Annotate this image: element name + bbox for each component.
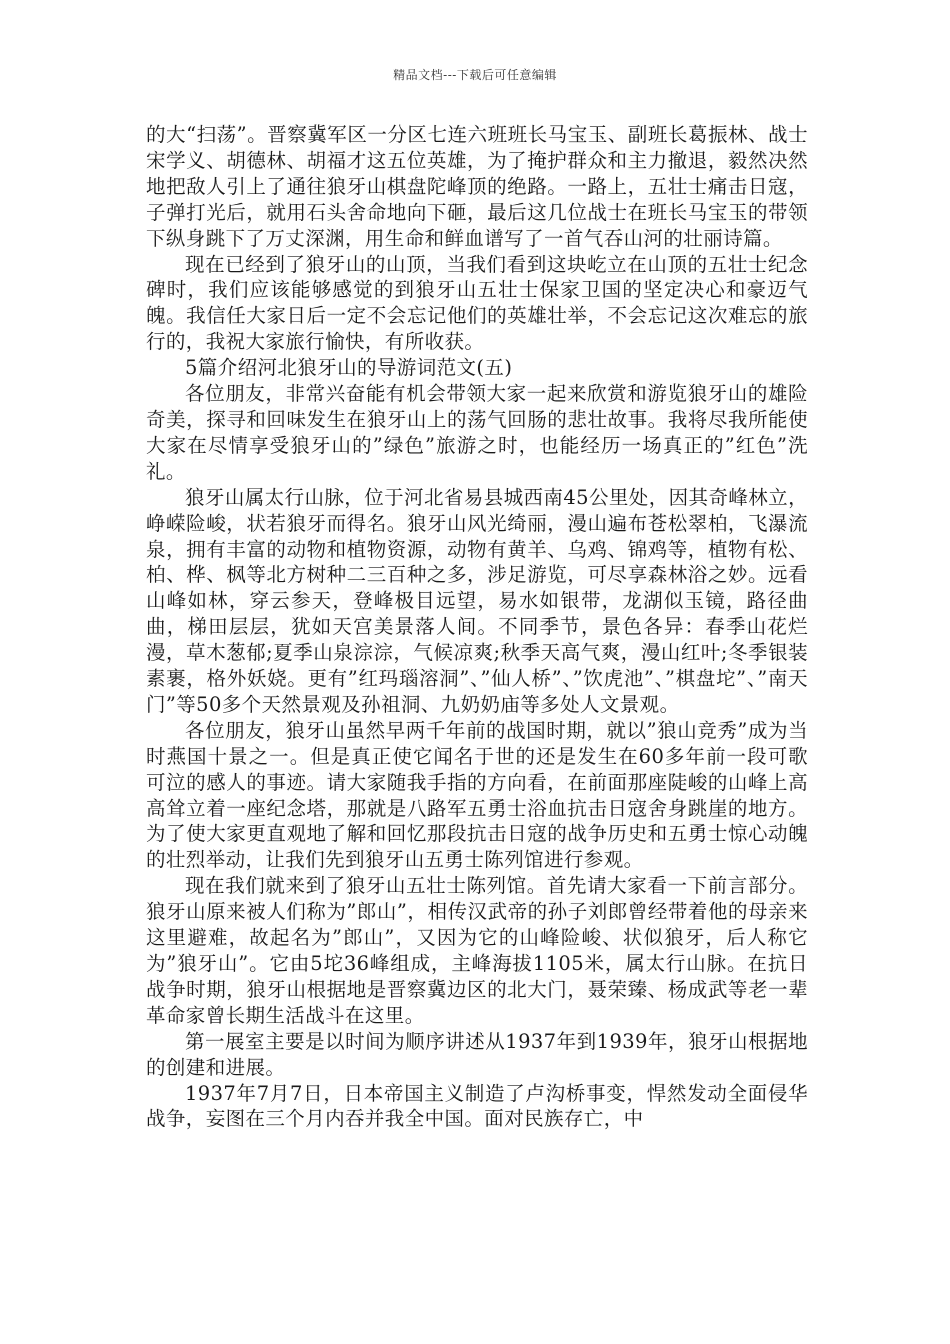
document-body: [146, 122, 808, 1132]
paragraph: 第一展室主要是以时间为顺序讲述从1937年到1939年，狼牙山根据地的创建和进展。: [146, 1029, 808, 1079]
paragraph: 各位朋友，非常兴奋能有机会带领大家一起来欣赏和游览狼牙山的雄险奇美，探寻和回味发生在狼牙山上的荡气回肠的悲壮故事。我将尽我所能使大家在尽情享受狼牙山的”绿色”旅游之时，也能经历一场真正的”红色”洗礼。: [146, 382, 808, 483]
page-header: 精品文档---下载后可任意编辑: [393, 68, 557, 82]
paragraph: 1937年7月7日，日本帝国主义制造了卢沟桥事变，悍然发动全面侵华战争，妄图在三个月内吞并我全中国。面对民族存亡，中: [146, 1081, 808, 1131]
paragraph: 狼牙山属太行山脉，位于河北省易县城西南45公里处，因其奇峰林立，峥嵘险峻，状若狼牙而得名。狼牙山风光绮丽，漫山遍布苍松翠柏，飞瀑流泉，拥有丰富的动物和植物资源，动物有黄羊、乌鸡、锦鸡等，植物有松、柏、桦、枫等北方树种二三百种之多，涉足游览，可尽享森林浴之妙。远看山峰如林，穿云参天，登峰极目远望，易水如银带，龙湖似玉镜，路径曲曲，梯田层层，犹如天宫美景落人间。不同季节，景色各异：春季山花烂漫，草木葱郁;夏季山泉淙淙，气候凉爽;秋季天高气爽，漫山红叶;冬季银装素裹，格外妖娆。更有”红玛瑙溶洞”、”仙人桥”、”饮虎池”、”棋盘坨”、”南天门”等50多个天然景观及孙祖洞、九奶奶庙等多处人文景观。: [146, 485, 808, 716]
paragraph: 的大“扫荡”。晋察冀军区一分区七连六班班长马宝玉、副班长葛振林、战士宋学义、胡德林、胡福才这五位英雄，为了掩护群众和主力撤退，毅然决然地把敌人引上了通往狼牙山棋盘陀峰顶的绝路。一路上，五壮士痛击日寇，子弹打光后，就用石头舍命地向下砸，最后这几位战士在班长马宝玉的带领下纵身跳下了万丈深渊，用生命和鲜血谱写了一首气吞山河的壮丽诗篇。: [146, 123, 808, 250]
paragraph: 现在已经到了狼牙山的山顶，当我们看到这块屹立在山顶的五壮士纪念碑时，我们应该能够感觉的到狼牙山五壮士保家卫国的坚定决心和豪迈气魄。我信任大家日后一定不会忘记他们的英雄壮举，不会忘记这次难忘的旅行的，我祝大家旅行愉快，有所收获。: [146, 252, 808, 354]
paragraph: 现在我们就来到了狼牙山五壮士陈列馆。首先请大家看一下前言部分。狼牙山原来被人们称为”郎山”，相传汉武帝的孙子刘郎曾经带着他的母亲来这里避难，故起名为”郎山”，又因为它的山峰险峻、状似狼牙，后人称它为”狼牙山”。它由5坨36峰组成，主峰海拔1105米，属太行山脉。在抗日战争时期，狼牙山根据地是晋察冀边区的北大门，聂荣臻、杨成武等老一辈革命家曾长期生活战斗在这里。: [146, 874, 808, 1027]
paragraph: 各位朋友，狼牙山虽然早两千年前的战国时期，就以”狼山竞秀”成为当时燕国十景之一。但是真正使它闻名于世的还是发生在60多年前一段可歌可泣的感人的事迹。请大家随我手指的方向看，在前面那座陡峻的山峰上高高耸立着一座纪念塔，那就是八路军五勇士浴血抗击日寇舍身跳崖的地方。为了使大家更直观地了解和回忆那段抗击日寇的战争历史和五勇士惊心动魄的壮烈举动，让我们先到狼牙山五勇士陈列馆进行参观。: [146, 718, 808, 872]
section-heading: 5篇介绍河北狼牙山的导游词范文(五): [185, 356, 513, 380]
